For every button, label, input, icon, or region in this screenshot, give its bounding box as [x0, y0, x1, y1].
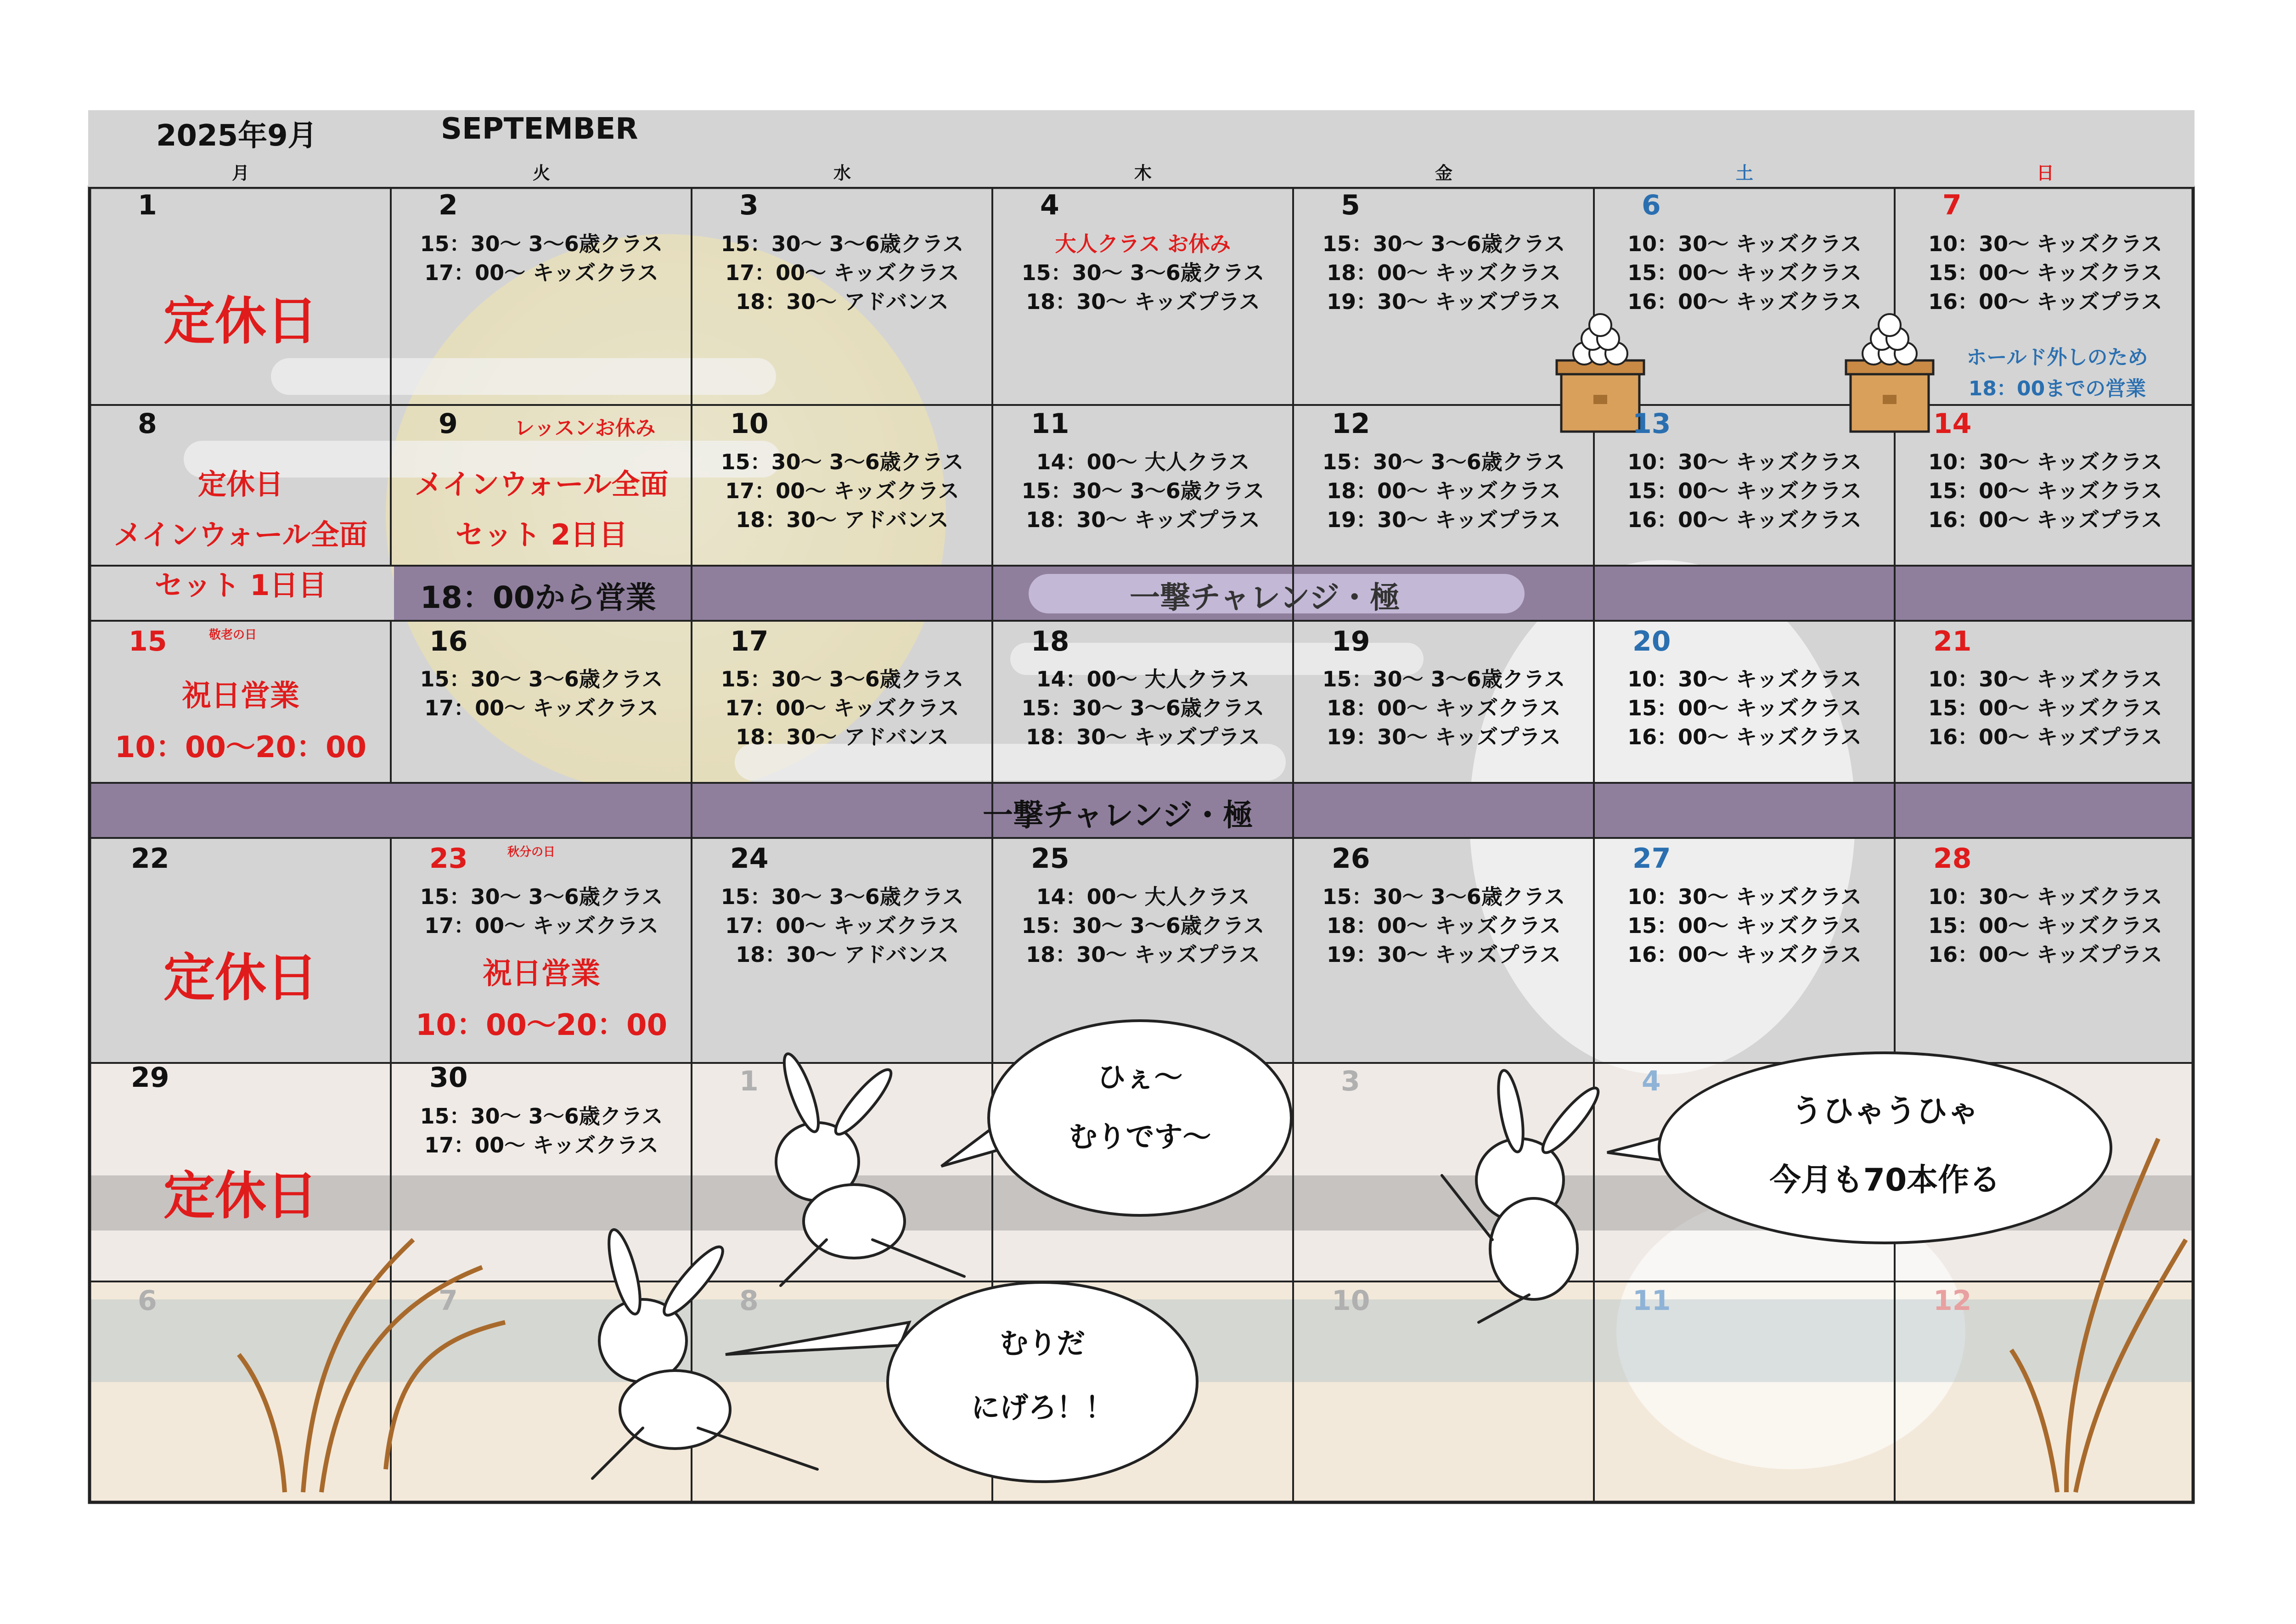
schedule-line: 15：00～ キッズクラス [1627, 478, 1862, 503]
schedule-line: 15：00～ キッズクラス [1627, 696, 1862, 720]
weekday-fri: 金 [1435, 163, 1452, 183]
next-month-day-number: 7 [439, 1285, 458, 1317]
schedule-line: 17：00～ キッズクラス [725, 260, 959, 285]
class-schedule [993, 230, 1293, 316]
schedule-line: 15：30～ 3～6歳クラス [420, 667, 663, 691]
schedule-line: 18：30～ アドバンス [736, 942, 949, 967]
bubble-line: にげろ！！ [971, 1391, 1114, 1424]
schedule-line: 15：00～ キッズクラス [1928, 913, 2162, 938]
schedule-line: 16：00～ キッズクラス [1627, 507, 1862, 532]
schedule-line: 17：00～ キッズクラス [424, 913, 658, 938]
next-month-day-number: 10 [1332, 1285, 1370, 1317]
class-schedule [1294, 230, 1594, 316]
holiday-hours [90, 670, 391, 773]
schedule-line: 19：30～ キッズプラス [1327, 725, 1561, 749]
schedule-line: 17：00～ キッズクラス [725, 478, 959, 503]
weekday-sun: 日 [2036, 163, 2054, 183]
schedule-line: 16：00～ キッズクラス [1627, 942, 1862, 967]
closed-day-label: 定休日 [163, 948, 318, 1008]
notice-line: メインウォール全面 [414, 467, 669, 501]
schedule-line: 15：30～ 3～6歳クラス [1322, 884, 1565, 909]
speech-bubble [987, 1019, 1293, 1217]
schedule-line: 16：00～ キッズクラス [1627, 289, 1862, 314]
next-month-day-number: 6 [138, 1285, 157, 1317]
day-number: 5 [1341, 189, 1360, 221]
day-number: 24 [730, 843, 769, 875]
notice-line: ホールド外しのため [1966, 346, 2148, 369]
next-month-day-number: 8 [739, 1285, 759, 1317]
day-number: 15 [129, 625, 167, 657]
weekday-sat: 土 [1735, 163, 1753, 183]
schedule-line: 17：00～ キッズクラス [424, 1133, 658, 1158]
schedule-line: 10：30～ キッズクラス [1627, 884, 1862, 909]
class-schedule [1294, 665, 1594, 752]
day-number: 10 [730, 408, 769, 440]
schedule-line: 16：00～ キッズプラス [1928, 942, 2162, 967]
schedule-line: 18：30～ キッズプラス [1026, 289, 1260, 314]
next-month-day-number: 12 [1933, 1285, 1972, 1317]
notice-line: 10：00～20：00 [114, 731, 367, 764]
schedule-line: 16：00～ キッズプラス [1928, 725, 2162, 749]
class-schedule [1594, 448, 1895, 534]
schedule-line: 16：00～ キッズプラス [1928, 507, 2162, 532]
day-number: 6 [1642, 189, 1661, 221]
schedule-line: 15：30～ 3～6歳クラス [1021, 260, 1265, 285]
schedule-line: 18：30～ キッズプラス [1026, 942, 1260, 967]
day-number: 29 [131, 1062, 169, 1094]
weekday-mon: 月 [231, 163, 249, 183]
notice-line: メインウォール全面 [113, 518, 368, 551]
schedule-line: 16：00～ キッズクラス [1627, 725, 1862, 749]
class-schedule [391, 230, 692, 287]
closed-day-notes [90, 459, 391, 611]
schedule-line: 19：30～ キッズプラス [1327, 289, 1561, 314]
class-schedule [993, 882, 1293, 969]
weekday-thu: 木 [1134, 163, 1152, 183]
schedule-line: 15：30～ 3～6歳クラス [420, 1104, 663, 1129]
schedule-line: 15：30～ 3～6歳クラス [720, 884, 964, 909]
schedule-line: 15：00～ キッズクラス [1627, 913, 1862, 938]
schedule-line: 18：00～ キッズクラス [1327, 260, 1561, 285]
day-number: 23 [429, 843, 468, 875]
bubble-line: むりだ [999, 1326, 1085, 1360]
day-number: 13 [1632, 408, 1671, 440]
day-number: 28 [1933, 843, 1972, 875]
day-number: 1 [138, 189, 157, 221]
next-month-day-number: 1 [739, 1065, 759, 1097]
day-number: 17 [730, 625, 769, 657]
schedule-line: 16：00～ キッズプラス [1928, 289, 2162, 314]
day-number: 30 [429, 1062, 468, 1094]
schedule-line: 18：30～ アドバンス [736, 289, 949, 314]
schedule-line: 18：30～ アドバンス [736, 725, 949, 749]
hours-notice [1929, 342, 2186, 405]
schedule-line: 14：00～ 大人クラス [1036, 667, 1250, 691]
schedule-line: 15：30～ 3～6歳クラス [720, 231, 964, 256]
schedule-line: 15：00～ キッズクラス [1928, 478, 2162, 503]
schedule-line: 15：30～ 3～6歳クラス [1021, 478, 1265, 503]
day-number: 4 [1040, 189, 1059, 221]
class-schedule [1594, 230, 1895, 316]
next-month-day-number: 3 [1341, 1065, 1360, 1097]
month-english: SEPTEMBER [441, 112, 638, 146]
day-number: 19 [1332, 625, 1370, 657]
class-schedule [1594, 882, 1895, 969]
day-number: 20 [1632, 625, 1671, 657]
speech-bubble [886, 1281, 1199, 1483]
class-schedule [1895, 230, 2195, 316]
holiday-tag: 秋分の日 [507, 845, 556, 859]
notice-line: 祝日営業 [182, 679, 299, 713]
schedule-line: 15：30～ 3～6歳クラス [420, 884, 663, 909]
schedule-line: 15：30～ 3～6歳クラス [1021, 913, 1265, 938]
class-schedule [1294, 882, 1594, 969]
schedule-line: 18：00～ キッズクラス [1327, 913, 1561, 938]
closed-day-label: 定休日 [163, 292, 318, 351]
schedule-line: 18：00～ キッズクラス [1327, 478, 1561, 503]
month-title: 2025年9月 [156, 119, 317, 153]
schedule-line: 17：00～ キッズクラス [725, 696, 959, 720]
opening-time-label: 18：00から営業 [420, 580, 656, 615]
schedule-line: 17：00～ キッズクラス [424, 260, 658, 285]
day-number: 27 [1632, 843, 1671, 875]
schedule-line: 15：30～ 3～6歳クラス [1021, 696, 1265, 720]
day-number: 26 [1332, 843, 1370, 875]
notice-line: セット 1日目 [154, 568, 327, 602]
schedule-line: 15：00～ キッズクラス [1928, 696, 2162, 720]
notice-line: 祝日営業 [483, 957, 600, 991]
wall-set-notes [391, 459, 692, 560]
day-number: 21 [1933, 625, 1972, 657]
schedule-line: 15：30～ 3～6歳クラス [420, 231, 663, 256]
day-number: 16 [429, 625, 468, 657]
bubble-line: 今月も70本作る [1769, 1162, 2001, 1198]
schedule-line: 14：00～ 大人クラス [1036, 884, 1250, 909]
class-schedule [1895, 448, 2195, 534]
schedule-line: 18：30～ キッズプラス [1026, 507, 1260, 532]
schedule-line: 15：30～ 3～6歳クラス [1322, 231, 1565, 256]
day-number: 11 [1031, 408, 1069, 440]
closed-day-label: 定休日 [163, 1166, 318, 1226]
schedule-line: 15：30～ 3～6歳クラス [1322, 450, 1565, 474]
day-number: 18 [1031, 625, 1069, 657]
schedule-line: 18：30～ キッズプラス [1026, 725, 1260, 749]
class-schedule [692, 882, 992, 969]
class-schedule [391, 665, 692, 723]
schedule-line: 15：30～ 3～6歳クラス [1322, 667, 1565, 691]
holiday-hours [391, 948, 692, 1051]
schedule-line: 14：00～ 大人クラス [1036, 450, 1250, 474]
class-schedule [692, 448, 992, 534]
bubble-line: うひゃうひゃ [1791, 1093, 1979, 1129]
day-number: 2 [439, 189, 458, 221]
class-schedule [993, 665, 1293, 752]
day-number: 22 [131, 843, 169, 875]
holiday-tag: 敬老の日 [209, 628, 257, 642]
schedule-notice: 大人クラス お休み [1055, 231, 1231, 256]
schedule-line: 10：30～ キッズクラス [1627, 231, 1862, 256]
challenge-label: 一撃チャレンジ・極 [983, 798, 1253, 833]
day-number: 7 [1942, 189, 1962, 221]
lesson-off-tag: レッスンお休み [514, 416, 656, 440]
class-schedule [692, 665, 992, 752]
bubble-line: むりです～ [1069, 1120, 1211, 1153]
schedule-line: 10：30～ キッズクラス [1928, 450, 2162, 474]
class-schedule [391, 1102, 692, 1160]
schedule-line: 17：00～ キッズクラス [424, 696, 658, 720]
schedule-line: 18：30～ アドバンス [736, 507, 949, 532]
class-schedule [1895, 882, 2195, 969]
day-number: 25 [1031, 843, 1069, 875]
schedule-line: 15：30～ 3～6歳クラス [720, 450, 964, 474]
schedule-line: 19：30～ キッズプラス [1327, 942, 1561, 967]
day-number: 3 [739, 189, 759, 221]
notice-line: 18：00までの営業 [1968, 377, 2146, 400]
schedule-line: 17：00～ キッズクラス [725, 913, 959, 938]
next-month-day-number: 11 [1632, 1285, 1671, 1317]
notice-line: セット 2日目 [455, 518, 628, 551]
class-schedule [993, 448, 1293, 534]
schedule-line: 10：30～ キッズクラス [1928, 231, 2162, 256]
notice-line: 定休日 [197, 467, 283, 501]
speech-bubble [1658, 1051, 2112, 1244]
day-number: 9 [439, 408, 458, 440]
day-number: 12 [1332, 408, 1370, 440]
day-number: 8 [138, 408, 157, 440]
class-schedule [391, 882, 692, 940]
day-number: 14 [1933, 408, 1972, 440]
class-schedule [1594, 665, 1895, 752]
weekday-tue: 火 [532, 163, 550, 183]
weekday-wed: 水 [833, 163, 851, 183]
schedule-line: 10：30～ キッズクラス [1627, 450, 1862, 474]
class-schedule [692, 230, 992, 316]
notice-line: 10：00～20：00 [415, 1008, 668, 1042]
schedule-line: 19：30～ キッズプラス [1327, 507, 1561, 532]
schedule-line: 10：30～ キッズクラス [1928, 884, 2162, 909]
schedule-line: 15：30～ 3～6歳クラス [720, 667, 964, 691]
schedule-line: 10：30～ キッズクラス [1928, 667, 2162, 691]
class-schedule [1294, 448, 1594, 534]
challenge-label: 一撃チャレンジ・極 [1130, 580, 1400, 615]
bubble-line: ひぇ～ [1097, 1060, 1183, 1094]
class-schedule [1895, 665, 2195, 752]
schedule-line: 18：00～ キッズクラス [1327, 696, 1561, 720]
schedule-line: 10：30～ キッズクラス [1627, 667, 1862, 691]
next-month-day-number: 4 [1642, 1065, 1661, 1097]
schedule-line: 15：00～ キッズクラス [1627, 260, 1862, 285]
schedule-line: 15：00～ キッズクラス [1928, 260, 2162, 285]
